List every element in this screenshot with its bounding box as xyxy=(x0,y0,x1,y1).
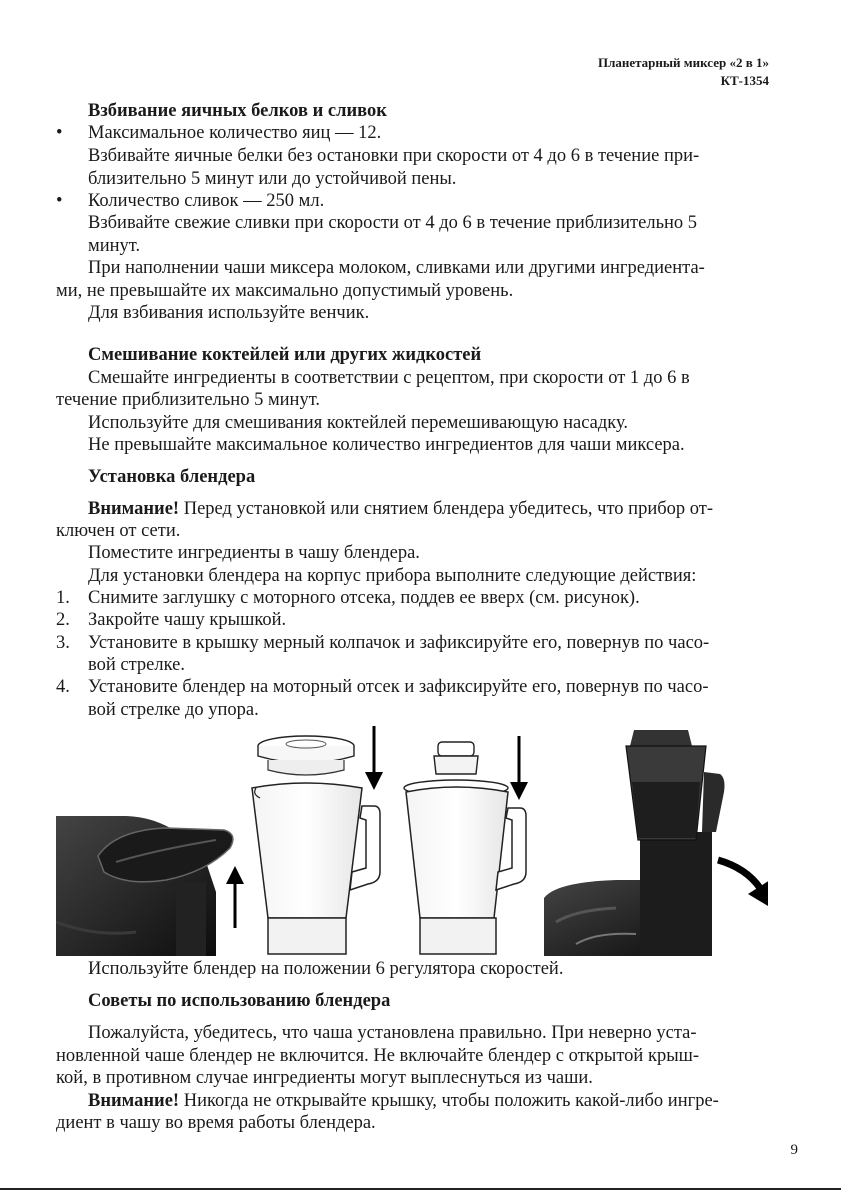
step-number: 1. xyxy=(56,588,70,608)
step-1: Снимите заглушку с моторного отсека, поддев ее вверх (см. рисунок). xyxy=(88,588,640,608)
text-line: вой стрелке. xyxy=(88,655,185,675)
motor-housing-cover-image xyxy=(56,816,233,956)
bullet-egg-count: Максимальное количество яиц — 12. xyxy=(88,123,382,143)
header-model: КТ-1354 xyxy=(720,73,769,88)
page-header xyxy=(598,54,769,90)
warning-label: Внимание! xyxy=(88,1091,180,1111)
text-line: Для установки блендера на корпус прибора выполните следующие действия: xyxy=(88,566,697,586)
text-line: ключен от сети. xyxy=(56,521,181,541)
warning-text: Перед установкой или снятием блендера убедитесь, что прибор от- xyxy=(179,499,714,519)
text-line: Для взбивания используйте венчик. xyxy=(88,303,370,323)
blender-jar-lid-image xyxy=(252,736,380,954)
bullet-cream-amount: Количество сливок — 250 мл. xyxy=(88,191,325,211)
blender-installation-figure xyxy=(56,722,768,956)
text-line: Взбивайте свежие сливки при скорости от 4 до 6 в течение приблизительно 5 xyxy=(88,213,698,233)
step-2: Закройте чашу крышкой. xyxy=(88,610,287,630)
text-line: Смешайте ингредиенты в соответствии с рецептом, при скорости от 1 до 6 в xyxy=(88,368,690,388)
arrow-down-icon xyxy=(365,726,383,790)
text-line: При наполнении чаши миксера молоком, сливками или другими ингредиента- xyxy=(88,258,705,278)
section-heading-blender-install: Установка блендера xyxy=(88,467,256,487)
text-line: минут. xyxy=(88,236,141,256)
step-number: 4. xyxy=(56,677,70,697)
text-line: ми, не превышайте их максимально допустимый уровень. xyxy=(56,281,514,301)
step-number: 3. xyxy=(56,633,70,653)
section-heading-whipping: Взбивание яичных белков и сливок xyxy=(88,101,387,121)
bottom-rule xyxy=(0,1188,841,1190)
step-3: Установите в крышку мерный колпачок и зафиксируйте его, повернув по часо- xyxy=(88,633,710,653)
header-title: Планетарный миксер «2 в 1» xyxy=(597,55,769,70)
text-line: Используйте для смешивания коктейлей перемешивающую насадку. xyxy=(88,413,629,433)
text-line: Взбивайте яичные белки без остановки при скорости от 4 до 6 в течение при- xyxy=(88,146,700,166)
text-line: Поместите ингредиенты в чашу блендера. xyxy=(88,543,420,563)
warning-text: Никогда не открывайте крышку, чтобы положить какой-либо ингре- xyxy=(179,1091,719,1111)
text-line: новленной чаше блендер не включится. Не включайте блендер с открытой крыш- xyxy=(56,1046,700,1066)
bullet-marker: • xyxy=(56,191,63,211)
text-line: кой, в противном случае ингредиенты могут выплеснуться из чаши. xyxy=(56,1068,593,1088)
arrow-down-icon xyxy=(510,736,528,800)
warning-line xyxy=(88,498,713,520)
text-line: Используйте блендер на положении 6 регулятора скоростей. xyxy=(88,959,564,979)
text-line: Пожалуйста, убедитесь, что чаша установлена правильно. При неверно уста- xyxy=(88,1023,697,1043)
section-heading-blender-tips: Советы по использованию блендера xyxy=(88,991,391,1011)
warning-line xyxy=(88,1090,719,1112)
page-number: 9 xyxy=(790,1142,798,1158)
bullet-marker: • xyxy=(56,123,63,143)
text-line: течение приблизительно 5 минут. xyxy=(56,390,321,410)
rotate-arrow-icon xyxy=(718,860,768,906)
blender-jar-cap-image xyxy=(404,742,526,954)
arrow-up-icon xyxy=(226,866,244,928)
warning-label: Внимание! xyxy=(88,499,180,519)
text-line: вой стрелке до упора. xyxy=(88,700,259,720)
section-heading-cocktails: Смешивание коктейлей или других жидкостей xyxy=(88,345,482,365)
step-number: 2. xyxy=(56,610,70,630)
text-line: диент в чашу во время работы блендера. xyxy=(56,1113,376,1133)
text-line: близительно 5 минут или до устойчивой пены. xyxy=(88,169,457,189)
mixer-with-blender-image xyxy=(544,730,725,956)
text-line: Не превышайте максимальное количество ингредиентов для чаши миксера. xyxy=(88,435,685,455)
step-4: Установите блендер на моторный отсек и зафиксируйте его, повернув по часо- xyxy=(88,677,709,697)
